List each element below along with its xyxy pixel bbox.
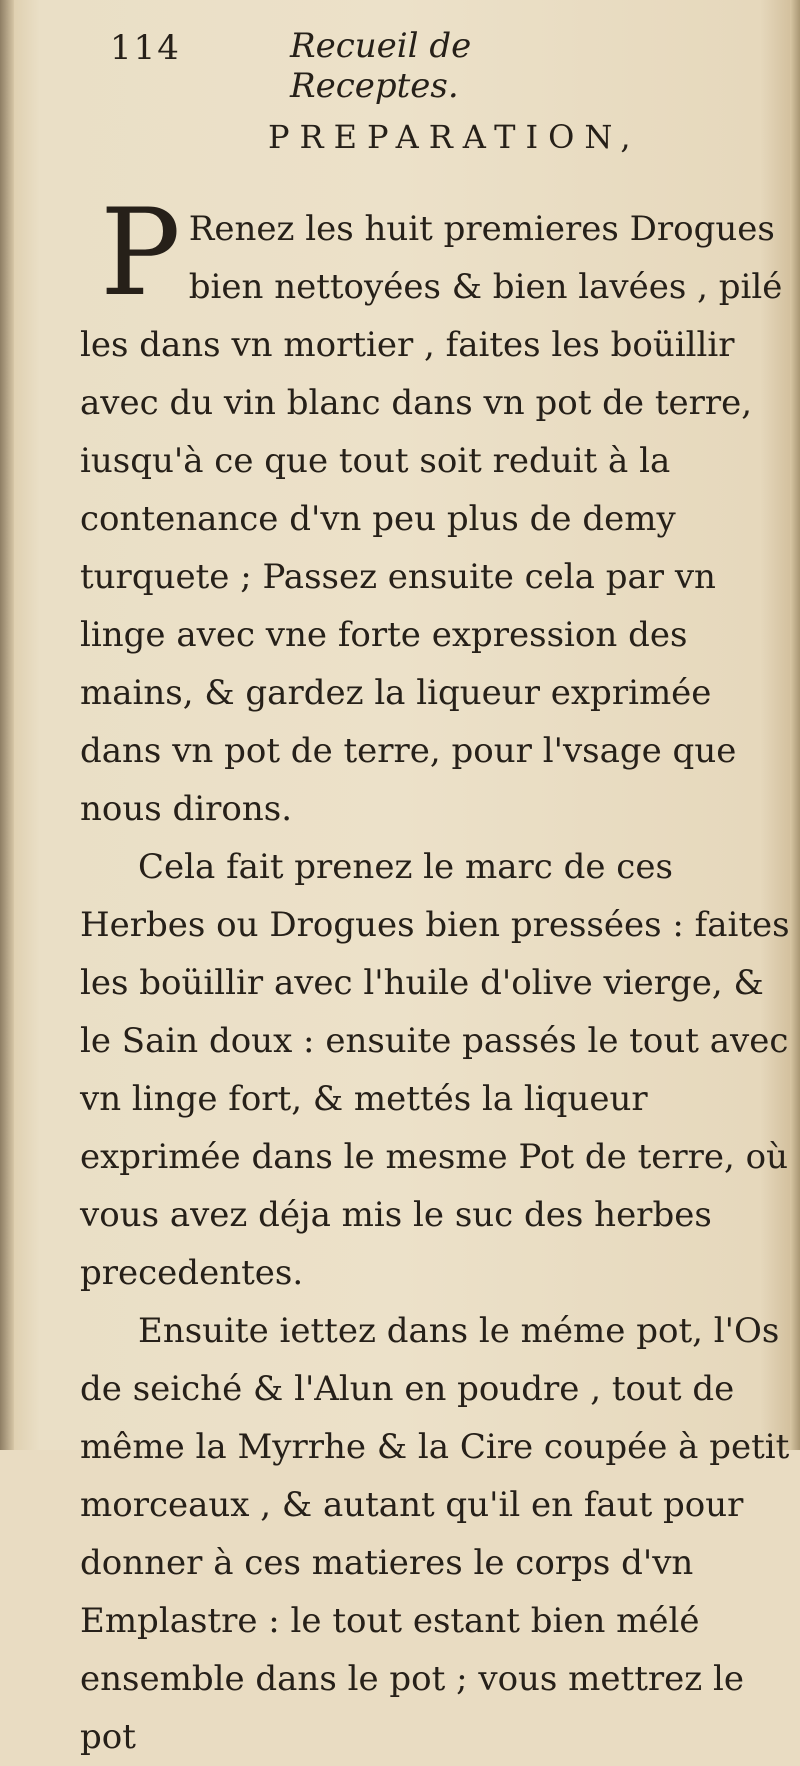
section-title: PREPARATION, [268, 118, 641, 156]
page-number: 114 [110, 28, 181, 68]
body-text [80, 184, 800, 1766]
running-title: Recueil de Receptes. [290, 26, 472, 106]
paragraph-2: Cela fait prenez le marc de ces Herbes ou Drogues bien pressées : faites les boüillir avec l'huile d'olive vierge, & le Sain doux : ensuite passés le tout avec vn linge fort, & mettés la liqueur exprimée dans le mesme Pot de terre, où vous avez déja mis le suc des herbes precedentes. [80, 847, 790, 1293]
page-header [110, 22, 630, 106]
page-gutter-left [0, 0, 14, 1450]
drop-cap: P [100, 184, 181, 323]
paragraph-1 [80, 184, 800, 838]
paragraph-3: Ensuite iettez dans le méme pot, l'Os de seiché & l'Alun en poudre , tout de même la Myrrhe & la Cire coupée à petit morceaux , & autant qu'il en faut pour donner à ces matieres le corps d'vn Emplastre : le tout estant bien mélé ensemble dans le pot ; vous mettrez le pot [80, 1311, 790, 1757]
paragraph-1-text: Renez les huit premieres Drogues bien nettoyées & bien lavées , pilé les dans vn mortier , faites les boüillir avec du vin blanc dans vn pot de terre, iusqu'à ce que tout soit reduit à la contenance d'vn peu plus de demy turquete ; Passez ensuite cela par vn linge avec vne forte expression des mains, & gardez la liqueur exprimée dans vn pot de terre, pour l'vsage que nous dirons. [80, 209, 783, 829]
